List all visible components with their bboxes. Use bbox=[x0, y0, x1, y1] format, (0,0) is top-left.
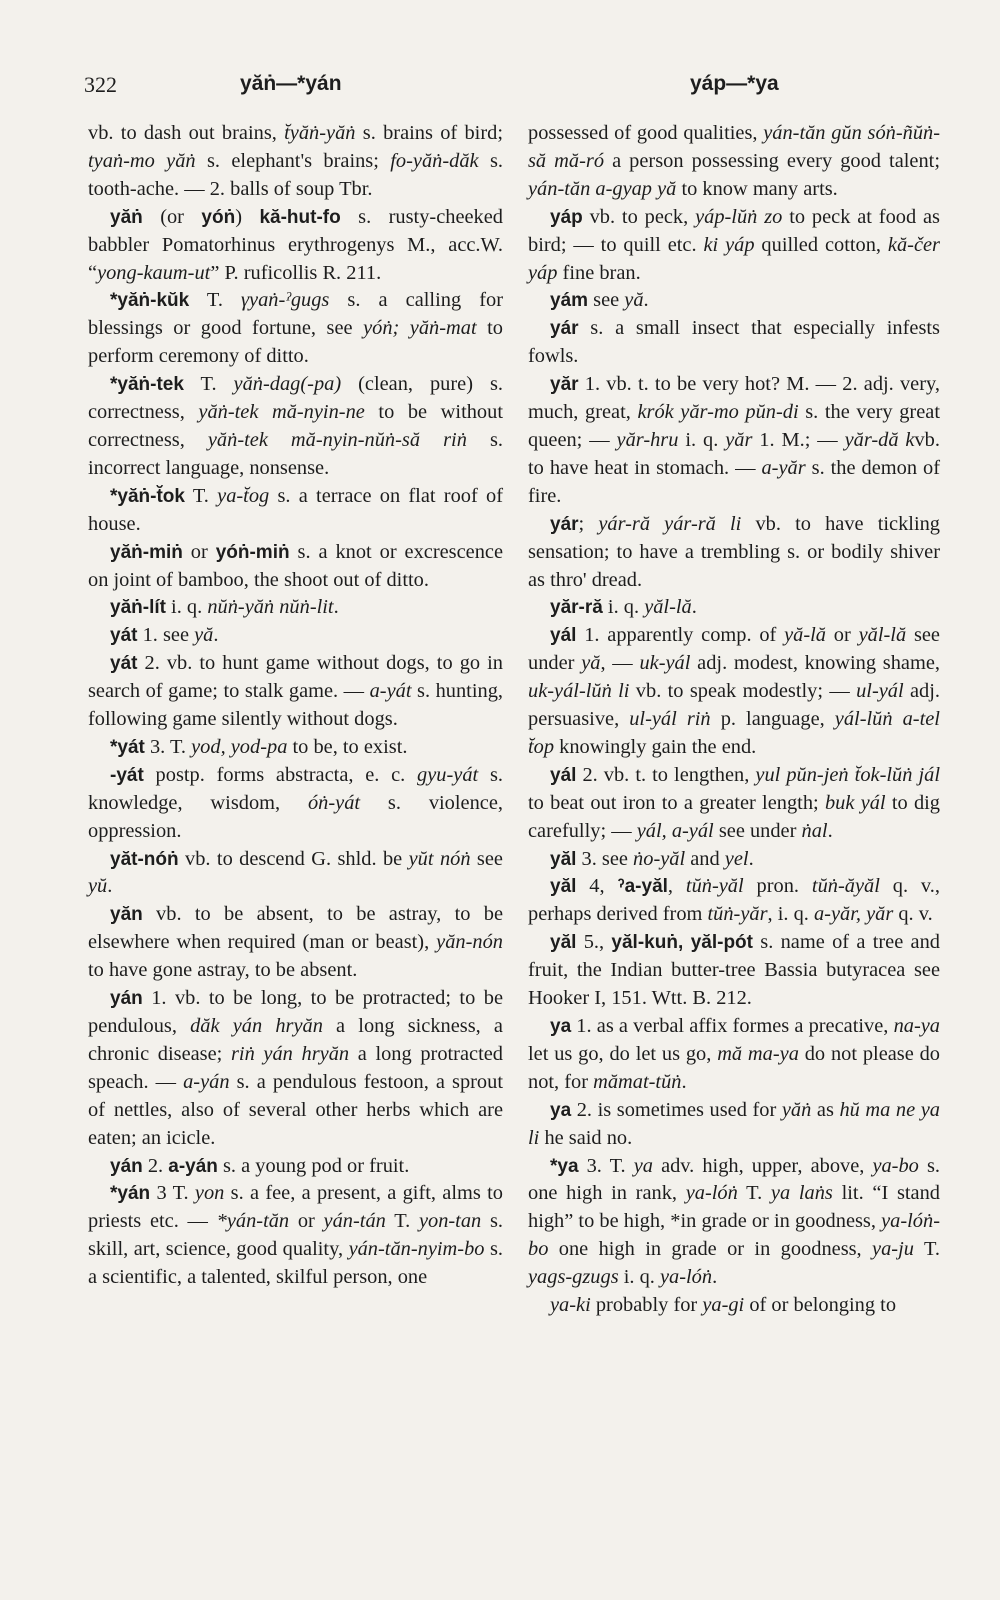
right-column bbox=[528, 120, 940, 1320]
dictionary-entry: yăṅ (or yóṅ) kă-hut-fo s. rusty-cheeked babbler Pomatorhinus erythrogenys M., acc.W. “yong-kaum-ut” P. ruficollis R. 211. bbox=[88, 205, 503, 284]
dictionary-entry: yán 2. a-yán s. a young pod or fruit. bbox=[110, 1154, 410, 1177]
dictionary-entry: -yát postp. forms abstracta, e. c. gyu-yát s. knowledge, wisdom, óṅ-yát s. violence, oppression. bbox=[88, 763, 503, 842]
dictionary-entry: possessed of good qualities, yán-tăn gŭn sóṅ-ñŭṅ-să mă-ró a person possessing every good talent; yán-tăn a-gyap yă to know many arts. bbox=[528, 122, 940, 200]
dictionary-entry: *yăṅ-tek T. yăṅ-dag(-pa) (clean, pure) s. correctness, yăṅ-tek mă-nyin-ne to be without correctness, yăṅ-tek mă-nyin-nŭṅ-să riṅ s. incorrect language, nonsense. bbox=[88, 373, 504, 479]
dictionary-entry: yăl 3. see ṅo-yăl and yel. bbox=[550, 847, 754, 870]
dictionary-entry: yám see yă. bbox=[550, 289, 649, 312]
page-number: 322 bbox=[84, 72, 117, 97]
dictionary-entry: ya-ki probably for ya-gi of or belonging to bbox=[550, 1294, 897, 1317]
dictionary-entry: yár s. a small insect that especially infests fowls. bbox=[528, 317, 940, 368]
dictionary-entry: yán 1. vb. to be long, to be protracted; to be pendulous, dăk yán hryăn a long sickness, a chronic disease; riṅ yán hryăn a long protracted speach. — a-yán s. a pendulous festoon, a sprout of nettles, also of several other herbs which are eaten; an icicle. bbox=[88, 987, 503, 1149]
dictionary-entry: yăr 1. vb. t. to be very hot? M. — 2. adj. very, much, great, krók yăr-mo pŭn-di s. the very great queen; — yăr-hru i. q. yăr 1. M.; — yăr-dă kvb. to have heat in stomach. — a-yăr s. the demon of fire. bbox=[528, 373, 940, 507]
dictionary-entry: yăl 4, ˀa-yăl, tŭṅ-yăl pron. tŭṅ-ăyăl q. v., perhaps derived from tŭṅ-yăr, i. q. a-yăr, yăr q. v. bbox=[528, 875, 940, 926]
dictionary-entry: *yăṅ-kŭk T. γyaṅ-ˀgugs s. a calling for blessings or good fortune, see yóṅ; yăṅ-mat to perform ceremony of ditto. bbox=[88, 289, 504, 368]
dictionary-entry: ya 2. is sometimes used for yăṅ as hŭ ma ne ya li he said no. bbox=[528, 1098, 940, 1149]
dictionary-entry: yăṅ-lít i. q. nŭṅ-yăṅ nŭṅ-lit. bbox=[110, 596, 339, 619]
dictionary-entry: *yăṅ-t̆ok T. ya-t̆og s. a terrace on flat roof of house. bbox=[88, 484, 503, 535]
right-running-head: yáp—*ya bbox=[690, 72, 779, 95]
dictionary-entry: vb. to dash out brains, t̆yăṅ-yăṅ s. brains of bird; tyaṅ-mo yăṅ s. elephant's brains; fo-yăṅ-dăk s. tooth-ache. — 2. balls of soup Tbr. bbox=[88, 122, 503, 200]
dictionary-entry: yál 1. apparently comp. of yă-lă or yăl-lă see under yă, — uk-yál adj. modest, knowing shame, uk-yál-lŭṅ li vb. to speak modestly; — ul-yál adj. persuasive, ul-yál riṅ p. language, yál-lŭṅ a-tel t̆op knowingly gain the end. bbox=[528, 624, 940, 758]
dictionary-entry: *yát 3. T. yod, yod-pa to be, to exist. bbox=[110, 735, 408, 758]
dictionary-entry: yál 2. vb. t. to lengthen, yul pŭn-jeṅ t̆ok-lŭṅ jál to beat out iron to a greater length; buk yál to dig carefully; — yál, a-yál see under ṅal. bbox=[528, 763, 940, 842]
dictionary-entry: yăn vb. to be absent, to be astray, to be elsewhere when required (man or beast), yăn-nón to have gone astray, to be absent. bbox=[88, 903, 503, 982]
dictionary-entry: yáp vb. to peck, yáp-lŭṅ zo to peck at food as bird; — to quill etc. ki yáp quilled cotton, kă-čer yáp fine bran. bbox=[528, 205, 940, 284]
dictionary-entry: yát 2. vb. to hunt game without dogs, to go in search of game; to stalk game. — a-yát s. hunting, following game silently without dogs. bbox=[88, 652, 503, 731]
page-header bbox=[0, 72, 1000, 112]
dictionary-entry: yăṅ-miṅ or yóṅ-miṅ s. a knot or excrescence on joint of bamboo, the shoot out of ditto. bbox=[88, 540, 503, 591]
dictionary-entry: yát 1. see yă. bbox=[110, 624, 219, 647]
dictionary-entry: *ya 3. T. ya adv. high, upper, above, ya-bo s. one high in rank, ya-lóṅ T. ya laṅs lit. “I stand high” to be high, *in grade or in goodness, ya-lóṅ-bo one high in grade or in goodness, ya-ju T. yags-gzugs i. q. ya-lóṅ. bbox=[528, 1154, 940, 1289]
left-column bbox=[88, 120, 503, 1292]
dictionary-entry: yár; yár-ră yár-ră li vb. to have tickling sensation; to have a trembling s. or bodily shiver as thro' dread. bbox=[528, 512, 940, 591]
dictionary-entry: yăl 5., yăl-kuṅ, yăl-pót s. name of a tree and fruit, the Indian butter-tree Bassia butyracea see Hooker I, 151. Wtt. B. 212. bbox=[528, 931, 941, 1010]
left-running-head: yăṅ—*yán bbox=[240, 72, 342, 95]
dictionary-entry: ya 1. as a verbal affix formes a precative, na-ya let us go, do let us go, mă ma-ya do not please do not, for mămat-tŭṅ. bbox=[528, 1015, 940, 1093]
dictionary-entry: *yán 3 T. yon s. a fee, a present, a gift, alms to priests etc. — *yán-tăn or yán-tán T. yon-tan s. skill, art, science, good quality, yán-tăn-nyim-bo s. a scientific, a talented, skilful person, one bbox=[88, 1182, 503, 1289]
dictionary-entry: yăr-ră i. q. yăl-lă. bbox=[550, 596, 697, 619]
dictionary-entry: yăt-nóṅ vb. to descend G. shld. be yŭt nóṅ see yŭ. bbox=[88, 847, 503, 898]
